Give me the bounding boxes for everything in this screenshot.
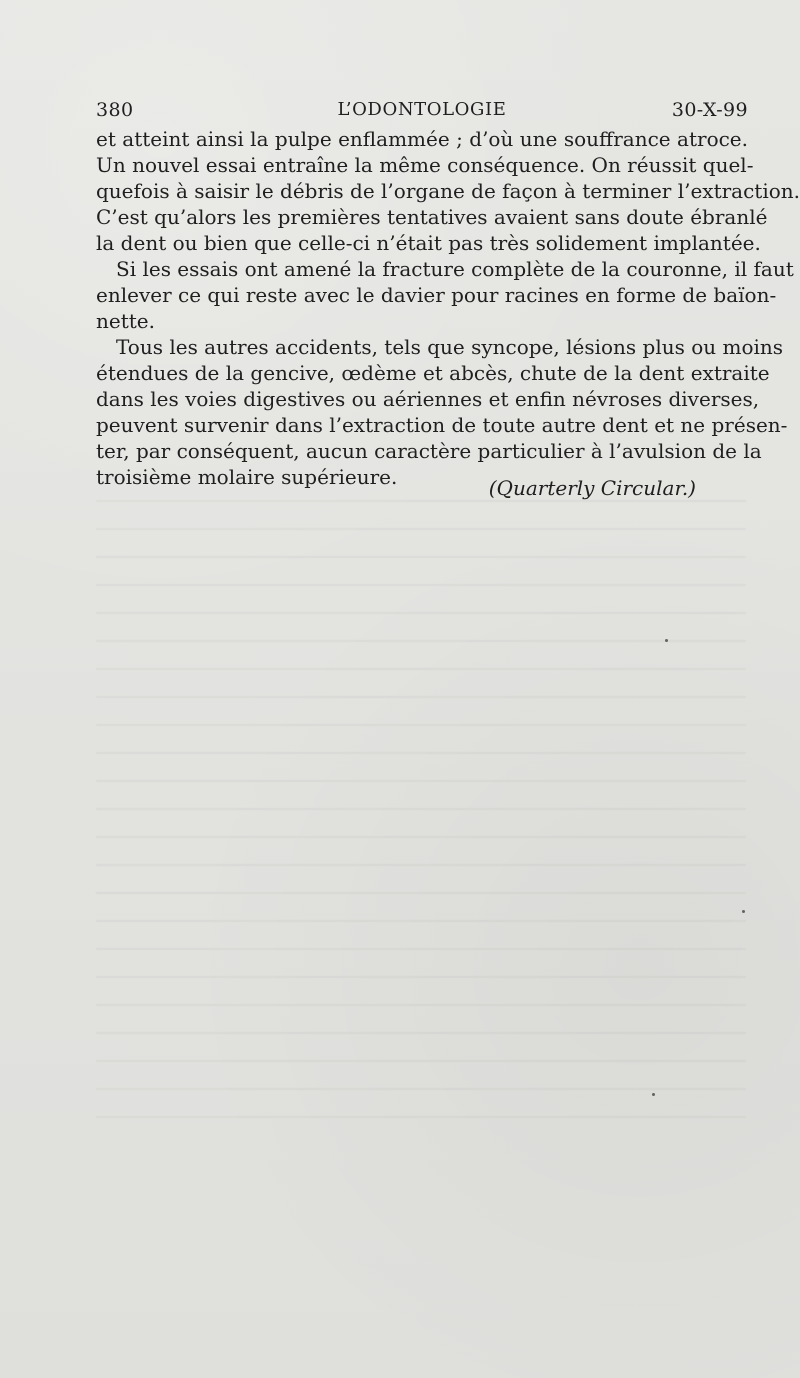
text-line: étendues de la gencive, œdème et abcès, chute de la dent extraite — [96, 361, 770, 385]
text-line: nette. — [96, 309, 155, 333]
text-line: ter, par conséquent, aucun caractère particulier à l’avulsion de la — [96, 439, 762, 463]
text-line: enlever ce qui reste avec le davier pour racines en forme de baïon- — [96, 283, 777, 307]
show-through-text — [96, 500, 746, 1120]
text-line: peuvent survenir dans l’extraction de toute autre dent et ne présen- — [96, 413, 788, 437]
page-number: 380 — [96, 99, 134, 121]
paper-speck — [652, 1093, 655, 1096]
journal-title: L’ODONTOLOGIE — [337, 99, 507, 120]
text-line: Un nouvel essai entraîne la même conséquence. On réussit quel- — [96, 153, 754, 177]
paper-speck — [665, 639, 668, 642]
text-line: C’est qu’alors les premières tentatives avaient sans doute ébranlé — [96, 205, 768, 229]
paper-speck — [742, 910, 745, 913]
article-text — [96, 126, 800, 490]
text-line: Tous les autres accidents, tels que syncope, lésions plus ou moins — [116, 335, 784, 359]
text-line: et atteint ainsi la pulpe enflammée ; d’où une souffrance atroce. — [96, 127, 748, 151]
text-line: Si les essais ont amené la fracture complète de la couronne, il faut — [116, 257, 794, 281]
issue-date: 30-X-99 — [671, 99, 748, 121]
source-citation: (Quarterly Circular.) — [488, 476, 696, 500]
text-line: quefois à saisir le débris de l’organe de façon à terminer l’extraction. — [96, 179, 800, 203]
page-header — [96, 99, 748, 127]
text-line: la dent ou bien que celle-ci n’était pas très solidement implantée. — [96, 231, 761, 255]
text-line: troisième molaire supérieure. — [96, 465, 398, 489]
text-line: dans les voies digestives ou aériennes et enfin névroses diverses, — [96, 387, 760, 411]
